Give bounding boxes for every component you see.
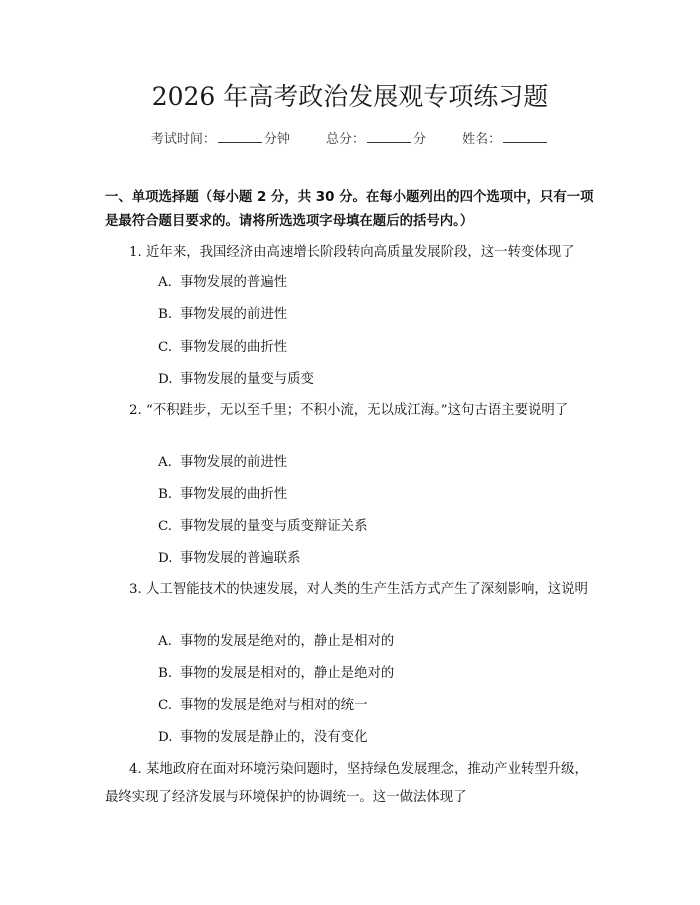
option-item[interactable] — [158, 631, 588, 653]
option-text: 事物发展的量变与质变 — [180, 372, 314, 387]
option-text: 事物的发展是相对的，静止是绝对的 — [180, 666, 395, 681]
option-label: A. — [158, 455, 172, 470]
total-score-field — [326, 132, 430, 147]
option-item[interactable] — [158, 548, 588, 570]
score-unit: 分 — [413, 132, 427, 147]
option-item[interactable] — [158, 695, 588, 717]
option-text: 事物发展的曲折性 — [180, 340, 288, 355]
question-stem: 4. 某地政府在面对环境污染问题时，坚持绿色发展理念，推动产业转型升级，最终实现了经济发展与环境保护的协调统一。这一做法体现了 — [105, 762, 588, 805]
option-item[interactable] — [158, 337, 588, 359]
name-label: 姓名： — [462, 132, 502, 147]
option-text: 事物发展的普遍联系 — [180, 551, 301, 566]
option-label: B. — [158, 307, 173, 322]
option-item[interactable] — [158, 272, 588, 294]
time-label: 考试时间： — [150, 132, 216, 147]
option-text: 事物发展的普遍性 — [180, 275, 288, 290]
option-item[interactable] — [158, 663, 588, 685]
option-text: 事物的发展是绝对与相对的统一 — [180, 698, 368, 713]
option-label: D. — [158, 372, 173, 387]
option-text: 事物发展的前进性 — [180, 455, 288, 470]
option-label: C. — [158, 698, 173, 713]
time-blank[interactable] — [218, 129, 262, 143]
name-field — [462, 132, 549, 147]
section-heading: 一、单项选择题（每小题 2 分，共 30 分。在每小题列出的四个选项中，只有一项是最符合题目要求的。请将所选选项字母填在题后的括号内。） — [105, 190, 594, 229]
score-label: 总分： — [325, 132, 365, 147]
exam-time-field — [151, 132, 294, 147]
page-title: 2026 年高考政治发展观专项练习题 — [151, 82, 549, 111]
option-label: D. — [158, 730, 173, 745]
option-text: 事物发展的前进性 — [180, 307, 288, 322]
question-stem: 3. 人工智能技术的快速发展，对人类的生产生活方式产生了深刻影响，这说明 — [129, 582, 588, 597]
name-blank[interactable] — [503, 129, 547, 143]
option-label: B. — [158, 487, 173, 502]
time-unit: 分钟 — [263, 132, 290, 147]
option-item[interactable] — [158, 369, 588, 391]
option-label: A. — [158, 275, 172, 290]
option-item[interactable] — [158, 484, 588, 506]
option-label: C. — [158, 340, 173, 355]
score-blank[interactable] — [367, 129, 411, 143]
option-item[interactable] — [158, 727, 588, 749]
option-text: 事物发展的量变与质变辩证关系 — [180, 519, 368, 534]
option-label: D. — [158, 551, 173, 566]
option-label: A. — [158, 634, 172, 649]
option-text: 事物的发展是绝对的，静止是相对的 — [180, 634, 395, 649]
question-stem: 2. “不积跬步，无以至千里；不积小流，无以成江海。”这句古语主要说明了 — [129, 403, 569, 418]
option-item[interactable] — [158, 304, 588, 326]
question-stem: 1. 近年来，我国经济由高速增长阶段转向高质量发展阶段，这一转变体现了 — [129, 245, 575, 260]
option-text: 事物发展的曲折性 — [180, 487, 288, 502]
option-item[interactable] — [158, 452, 588, 474]
exam-info-line — [0, 129, 700, 151]
option-label: B. — [158, 666, 173, 681]
option-item[interactable] — [158, 516, 588, 538]
option-label: C. — [158, 519, 173, 534]
option-text: 事物的发展是静止的，没有变化 — [180, 730, 368, 745]
